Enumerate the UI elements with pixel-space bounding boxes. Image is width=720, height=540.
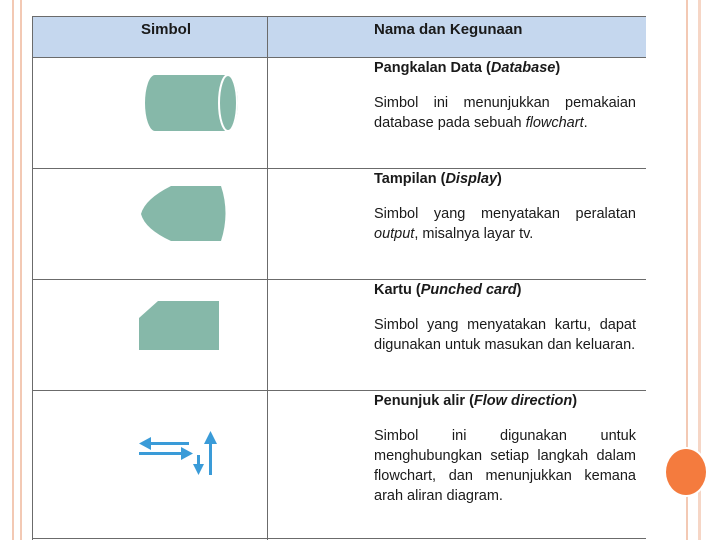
table-row-punched-card [33, 280, 647, 391]
item-title: Penunjuk alir (Flow direction) [374, 393, 578, 409]
punched-card-icon [33, 280, 268, 388]
symbol-cell [33, 280, 268, 391]
description-cell [268, 58, 647, 169]
item-title: Kartu (Punched card) [374, 282, 522, 298]
symbol-cell [33, 58, 268, 169]
item-description: Simbol yang menyatakan kartu, dapat digunakan untuk masukan dan keluaran. [374, 317, 636, 353]
item-description: Simbol ini digunakan untuk menghubungkan setiap langkah dalam flowchart, dan menunjukkan kemana arah aliran diagram. [374, 428, 636, 504]
description-cell [268, 169, 647, 280]
header-symbol: Simbol [33, 17, 268, 58]
database-cylinder-icon [33, 58, 268, 166]
item-title: Tampilan (Display) [374, 171, 502, 187]
item-title: Pangkalan Data (Database) [374, 60, 561, 76]
description-cell [268, 391, 647, 539]
table-row-flow-direction [33, 391, 647, 539]
symbol-cell [33, 391, 268, 539]
slide-border-left [0, 0, 22, 540]
flow-direction-arrows-icon [33, 391, 268, 536]
header-name-use: Nama dan Kegunaan [268, 17, 647, 58]
symbol-cell [33, 169, 268, 280]
item-description: Simbol yang menyatakan peralatan output, misalnya layar tv. [374, 206, 636, 242]
slide-accent-dot [666, 449, 706, 495]
table-row-database [33, 58, 647, 169]
item-description: Simbol ini menunjukkan pemakaian database pada sebuah flowchart. [374, 95, 636, 131]
table-row-display [33, 169, 647, 280]
flowchart-symbol-table [32, 16, 646, 540]
display-shape-icon [33, 169, 268, 277]
flowchart-symbol-table-image [32, 16, 646, 540]
description-cell [268, 280, 647, 391]
table-header-row [33, 17, 647, 58]
